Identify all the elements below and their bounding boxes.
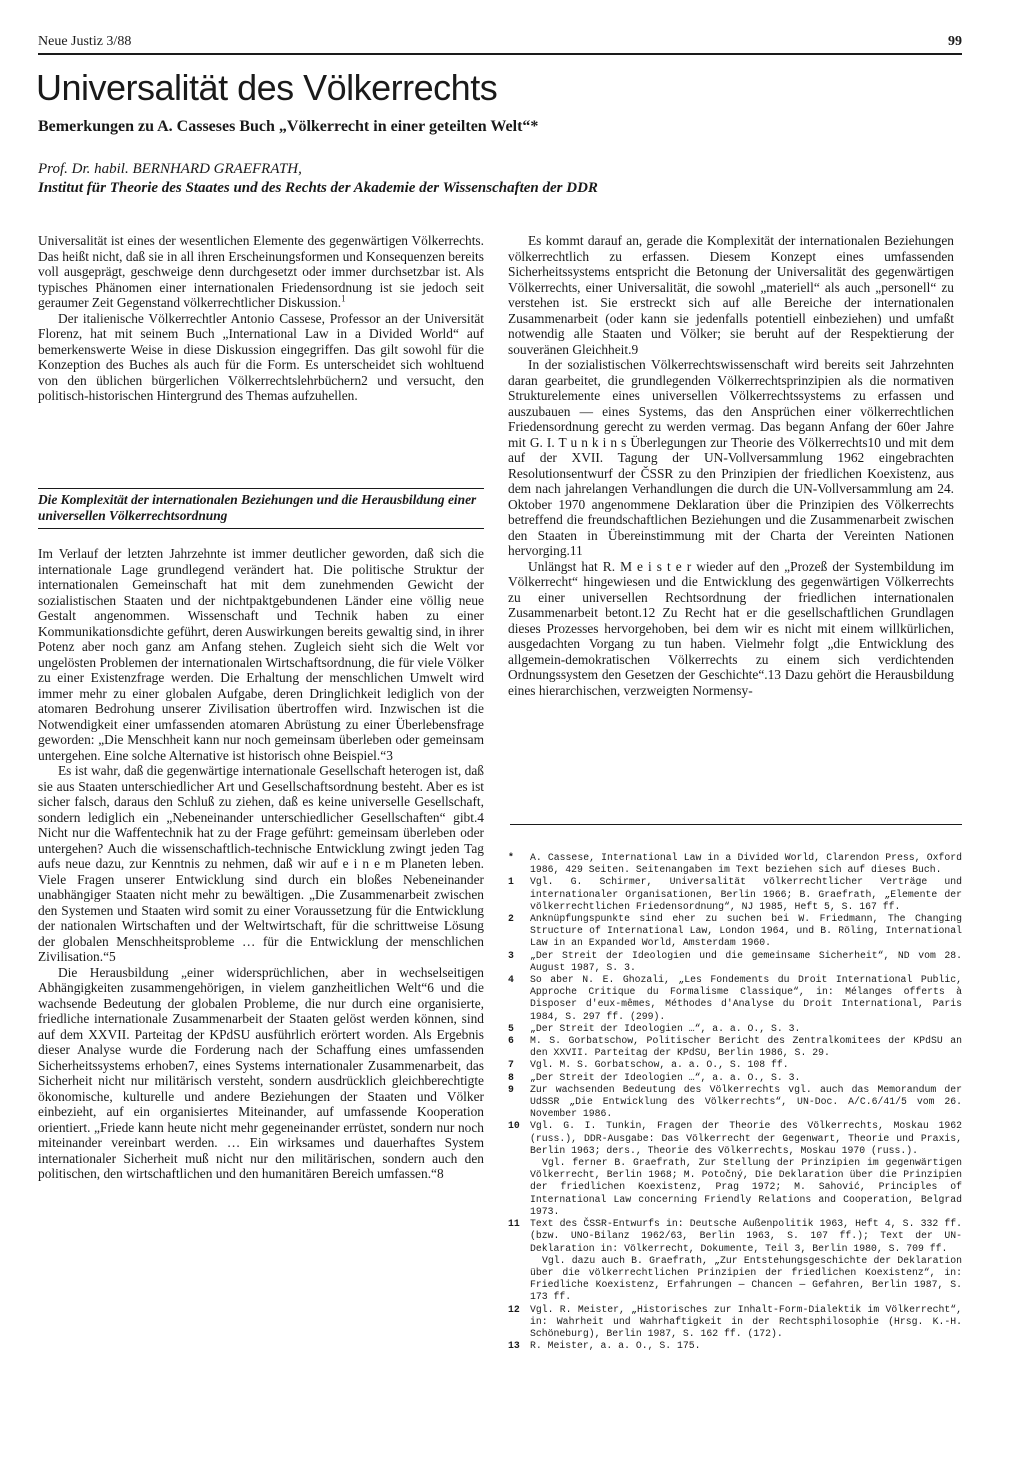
footnote-text: Vgl. R. Meister, „Historisches zur Inhalt-Form-Dialektik im Völkerrecht“, in: Wahrheit und Wahrhaftigkeit in der Rechtsphilosophie (Hrsg. K.-H. Schöneburg), Berlin 1987, S. 162 ff. (172). (530, 1303, 962, 1339)
footnote-text: Text des ČSSR-Entwurfs in: Deutsche Außenpolitik 1963, Heft 4, S. 332 ff. (bzw. UNO-Bilanz 1962/63, Berlin 1963, S. 107 ff.); Text der UN-Deklaration in: Völkerrecht, Dokumente, Teil 3, Berlin 1980, S. 709 ff. (530, 1218, 962, 1254)
footnote-continuation (508, 1255, 962, 1304)
footnote-text: Zur wachsenden Bedeutung des Völkerrechts vgl. auch das Memorandum der UdSSR „Die Entwicklung des Völkerrechts“, UN-Doc. A/C.6/41/5 vom 26. November 1986. (530, 1083, 962, 1120)
footnote (508, 913, 962, 950)
footnote-number: 8 (508, 1071, 514, 1083)
footnote-text: „Der Streit der Ideologien und die gemeinsame Sicherheit“, ND vom 28. August 1987, S. 3. (530, 949, 962, 973)
intro-paragraph-1-text: Universalität ist eines der wesentlichen Elemente des gegenwärtigen Völkerrechts. Das heißt nicht, daß sie in all ihren Erscheinungsformen und Konsequenzen bereits voll ausgeprägt, geschweige denn durchgesetzt oder immer durchsetzbar ist. Als typisches Phänomen einer internationalen Friedensordnung ist sie jedoch seit geraumer Zeit Gegenstand völkerrechtlicher Diskussion. (38, 233, 484, 310)
footnote-number: 7 (508, 1059, 514, 1071)
footnote-text: Vgl. ferner B. Graefrath, Zur Stellung der Prinzipien im gegenwärtigen Völkerrecht, Berlin 1968; M. Potočný, Die Deklaration über die Prinzipien der friedlichen Koexistenz, Prag 1972; M. Sahović, Principles of International Law concerning Friendly Relations and Cooperation, Belgrad 1973. (530, 1157, 962, 1217)
footnote-text: „Der Streit der Ideologien …“, a. a. O., S. 3. (530, 1022, 801, 1034)
footnote-text: So aber N. E. Ghozali, „Les Fondements du Droit International Public, Approche Critique du Formalisme Classique“, in: Mélanges offerts à Disposer d'eux-mêmes, Méthodes d'Analyse du Droit International, Paris 1984, S. 297 ff. (299). (530, 974, 962, 1022)
footnote-text: M. S. Gorbatschow, Politischer Bericht des Zentralkomitees der KPdSU an den XXVII. Parteitag der KPdSU, Berlin 1986, S. 29. (530, 1035, 962, 1059)
footnote-text: A. Cassese, International Law in a Divided World, Clarendon Press, Oxford 1986, 429 Seiten. Seitenangaben im Text beziehen sich auf dieses Buch. (530, 852, 962, 876)
footnote (508, 1035, 962, 1059)
footnote-text: Vgl. G. I. Tunkin, Fragen der Theorie des Völkerrechts, Moskau 1962 (russ.), DDR-Ausgabe: Das Völkerrecht der Gegenwart, Theorie und Praxis, Berlin 1963; ders., Theorie des Völkerrechts, Moskau 1970 (russ.). (530, 1120, 962, 1156)
left-column (38, 546, 484, 1182)
footnote (508, 950, 962, 974)
section-heading: Die Komplexität der internationalen Beziehungen und die Herausbildung einer universellen Völkerrechtsordnung (38, 488, 484, 529)
footnote-number: 10 (508, 1120, 520, 1132)
footnote (508, 1340, 962, 1352)
footnote-text: Anknüpfungspunkte sind eher zu suchen bei W. Friedmann, The Changing Structure of International Law, London 1964, und B. Röling, International Law in an Expanded World, Amsterdam 1960. (530, 913, 962, 949)
footnote-number: 5 (508, 1022, 514, 1034)
footnote (508, 876, 962, 913)
intro-paragraph-1 (38, 233, 484, 311)
footnote (508, 974, 962, 1023)
footnote-number (508, 1255, 530, 1304)
footnote (508, 1218, 962, 1255)
footnote-number: 2 (508, 913, 514, 925)
intro-paragraph-2: Der italienische Völkerrechtler Antonio Cassese, Professor an der Universität Florenz, hat mit seinem Buch „International Law in a Divided World“ auf bemerkenswerte Weise in diese Diskussion eingegriffen. Das gilt sowohl für die Konzeption des Buches als auch für die Form. Es unterscheidet sich wohltuend von den üblichen bürgerlichen Völkerrechtslehrbüchern2 und versucht, den politisch-historischen Hintergrund des Themas aufzuhellen. (38, 310, 484, 403)
footnote-text: „Der Streit der Ideologien …“, a. a. O., S. 3. (530, 1071, 801, 1083)
body-paragraph: Es ist wahr, daß die gegenwärtige internationale Gesellschaft heterogen ist, daß sie aus Staaten unterschiedlicher Art und Gesellschaftsordnung besteht. Aber es ist sicher falsch, daraus den Schluß zu ziehen, daß es keine universelle Gesellschaft, sondern lediglich ein „Nebeneinander unterschiedlicher Gesellschaften“ gibt.4 Nicht nur die Waffentechnik hat zu der Frage geführt: gemeinsam überleben oder untergehen? Auch die wissenschaftlich-technische Entwicklung zwingt jeden Tag aufs neue dazu, zur Kenntnis zu nehmen, daß wir auf e i n e m Planeten leben. Viele Fragen unserer Entwicklung sind durch ein bloßes Nebeneinander unabhängiger Staaten nicht mehr zu bewältigen. „Die Zusammenarbeit zwischen den Systemen und Staaten wird somit zu einer Voraussetzung für die Entwicklung der nationalen Wirtschaften und der Weltwirtschaft, für die schrittweise Lösung der globalen Menschheitsprobleme … für die Entwicklung der menschlichen Zivilisation.“5 (38, 763, 484, 964)
footnote-number: * (508, 852, 514, 863)
article-subtitle: Bemerkungen zu A. Casseses Buch „Völkerrecht in einer geteilten Welt“* (38, 118, 539, 135)
footnote-number: 12 (508, 1303, 520, 1315)
footnote (508, 1072, 962, 1084)
footnote-text: Vgl. dazu auch B. Graefrath, „Zur Entstehungsgeschichte der Deklaration über die völkerrechtlichen Prinzipien der friedlichen Koexistenz“, in: Friedliche Koexistenz, Erfahrungen — Chancen — Gefahren, Berlin 1987, S. 173 ff. (530, 1254, 962, 1303)
author-institute: Institut für Theorie des Staates und des Rechts der Akademie der Wissenschaften der DDR (38, 180, 598, 196)
footnote-text: Vgl. M. S. Gorbatschow, a. a. O., S. 108 ff. (530, 1059, 789, 1071)
footnote-number: 11 (508, 1218, 520, 1230)
footnote (508, 1023, 962, 1035)
footnote-number (508, 1157, 530, 1218)
footnote-number: 4 (508, 974, 514, 986)
footnote (508, 852, 962, 876)
footnote-text: R. Meister, a. a. O., S. 175. (530, 1340, 701, 1352)
footnote-ref: 1 (341, 293, 346, 304)
footnote-number: 13 (508, 1340, 520, 1352)
article-title: Universalität des Völkerrechts (36, 67, 498, 108)
right-column (508, 233, 954, 698)
footnotes (508, 852, 962, 1352)
footnote-number: 6 (508, 1035, 514, 1047)
footnote-number: 3 (508, 949, 514, 961)
intro-column (38, 233, 484, 404)
page-number: 99 (948, 34, 962, 49)
footnote-number: 1 (508, 876, 514, 888)
journal-issue: Neue Justiz 3/88 (38, 34, 132, 49)
body-paragraph: In der sozialistischen Völkerrechtswissenschaft wird bereits seit Jahrzehnten daran gearbeitet, die grundlegenden Völkerrechtsprinzipien als die normativen Strukturelemente eines universellen Völkerrechtssystems zu erfassen und auszubauen — eines Systems, das den Ansprüchen einer völkerrechtlichen Friedensordnung gerecht zu werden vermag. Das begann Anfang der 60er Jahre mit G. I. T u n k i n s Überlegungen zur Theorie des Völkerrechts10 und mit dem auf der XVII. Tagung der UN-Vollversammlung 1962 eingebrachten Resolutionsentwurf der ČSSR zu den Prinzipien der friedlichen Koexistenz, aus dem nach jahrelangen Verhandlungen die durch die UN-Vollversammlung am 24. Oktober 1970 angenommene Deklaration über die Prinzipien des Völkerrechts betreffend die freundschaftlichen Beziehungen und die Zusammenarbeit zwischen den Staaten in Übereinstimmung mit der Charta der Vereinten Nationen hervorging.11 (508, 357, 954, 558)
footnote-number: 9 (508, 1083, 514, 1095)
body-paragraph: Im Verlauf der letzten Jahrzehnte ist immer deutlicher geworden, daß sich die internationale Lage grundlegend verändert hat. Die politische Struktur der internationalen Gemeinschaft hat mit dem zunehmenden Gewicht der sozialistischen Staaten und der nichtpaktgebundenen Länder eine völlig neue Gestalt angenommen. Wissenschaft und Technik haben zu einer Kommunikationsdichte geführt, deren Auswirkungen bereits gewaltig sind, in ihrer Potenz aber noch ganz am Anfang stehen. Zugleich sieht sich die Welt vor ungelösten Problemen der internationalen Wirtschaftsordnung, die für viele Völker zu einer Existenzfrage werden. Die Erhaltung der menschlichen Umwelt wird immer mehr zu einer globalen Aufgabe, deren Dringlichkeit lediglich von der atomaren Bedrohung unserer Zivilisation übertroffen wird. Inzwischen ist die Notwendigkeit einer umfassenden atomaren Abrüstung zu einer Überlebensfrage geworden: „Die Menschheit kann nur noch gemeinsam überleben oder gemeinsam untergehen. Eine solche Alternative ist historisch ohne Beispiel.“3 (38, 546, 484, 763)
body-paragraph: Unlängst hat R. M e i s t e r wieder auf den „Prozeß der Systembildung im Völkerrecht“ hingewiesen und die Entwicklung des gegenwärtigen Völkerrechts zu einer universellen Rechtsordnung der friedlichen internationalen Zusammenarbeit betont.12 Zu Recht hat er die gesellschaftlichen Grundlagen dieses Prozesses hervorgehoben, bei dem wir es nicht mit einem willkürlichen, ausgedachten Vorgang zu tun haben. Vielmehr folgt „die Entwicklung des allgemein-demokratischen Völkerrechts zu einem sich verdichtenden Ordnungssystem den Gesetzen der Geschichte“.13 Dazu gehört die Herausbildung eines hierarchischen, verzweigten Normensy- (508, 558, 954, 698)
footnote-continuation (508, 1157, 962, 1218)
author-name: Prof. Dr. habil. BERNHARD GRAEFRATH, (38, 161, 302, 177)
footnote-rule (510, 824, 962, 825)
header-rule (38, 53, 962, 55)
footnote (508, 1084, 962, 1121)
body-paragraph: Die Herausbildung „einer widersprüchlichen, aber in wechselseitigen Abhängigkeiten zusammengehörigen, in vielem ganzheitlichen Welt“6 und die wachsende Bedeutung der globalen Probleme, die nur durch eine organisierte, friedliche internationale Zusammenarbeit der Staaten gelöst werden können, sind auf dem XXVII. Parteitag der KPdSU ausführlich erörtert worden. Als Ergebnis dieser Analyse wurde die Forderung nach der Schaffung eines umfassenden Sicherheitssystems erhoben7, eines Systems internationaler Zusammenarbeit, das Sicherheit nicht nur militärisch versteht, sondern ausdrücklich gleichberechtigte ökonomische, kulturelle und andere Beziehungen der Staaten und Völker einbezieht, auf ein organisiertes Miteinander, auf umfassende Kooperation orientiert. „Friede kann heute nicht mehr gegeneinander errüstet, sondern nur noch miteinander vereinbart werden. … Ein wirksames und dauerhaftes System internationaler Sicherheit muß nicht nur den militärischen, sondern auch den politischen, den wirtschaftlichen und den humanitären Bereich umfassen.“8 (38, 964, 484, 1181)
footnote (508, 1120, 962, 1157)
body-paragraph: Es kommt darauf an, gerade die Komplexität der internationalen Beziehungen völkerrechtlich zu erfassen. Diesem Konzept eines umfassenden Sicherheitssystems entspricht die Betonung der Universalität des gegenwärtigen Völkerrechts, einer Universalität, die sowohl „materiell“ als auch „personell“ zu verstehen ist. Sie erstreckt sich auf alle Bereiche der internationalen Zusammenarbeit (oder kann sie jedenfalls potentiell einbeziehen) und umfaßt notwendig alle Staaten und Völker; sie beruht auf der Respektierung der souveränen Gleichheit.9 (508, 233, 954, 357)
footnote (508, 1304, 962, 1341)
footnote (508, 1059, 962, 1071)
footnote-text: Vgl. G. Schirmer, Universalität völkerrechtlicher Verträge und internationaler Organisationen, Berlin 1966; B. Graefrath, „Elemente der völkerrechtlichen Friedensordnung“, NJ 1985, Heft 5, S. 167 ff. (530, 876, 962, 912)
running-head (38, 34, 962, 54)
